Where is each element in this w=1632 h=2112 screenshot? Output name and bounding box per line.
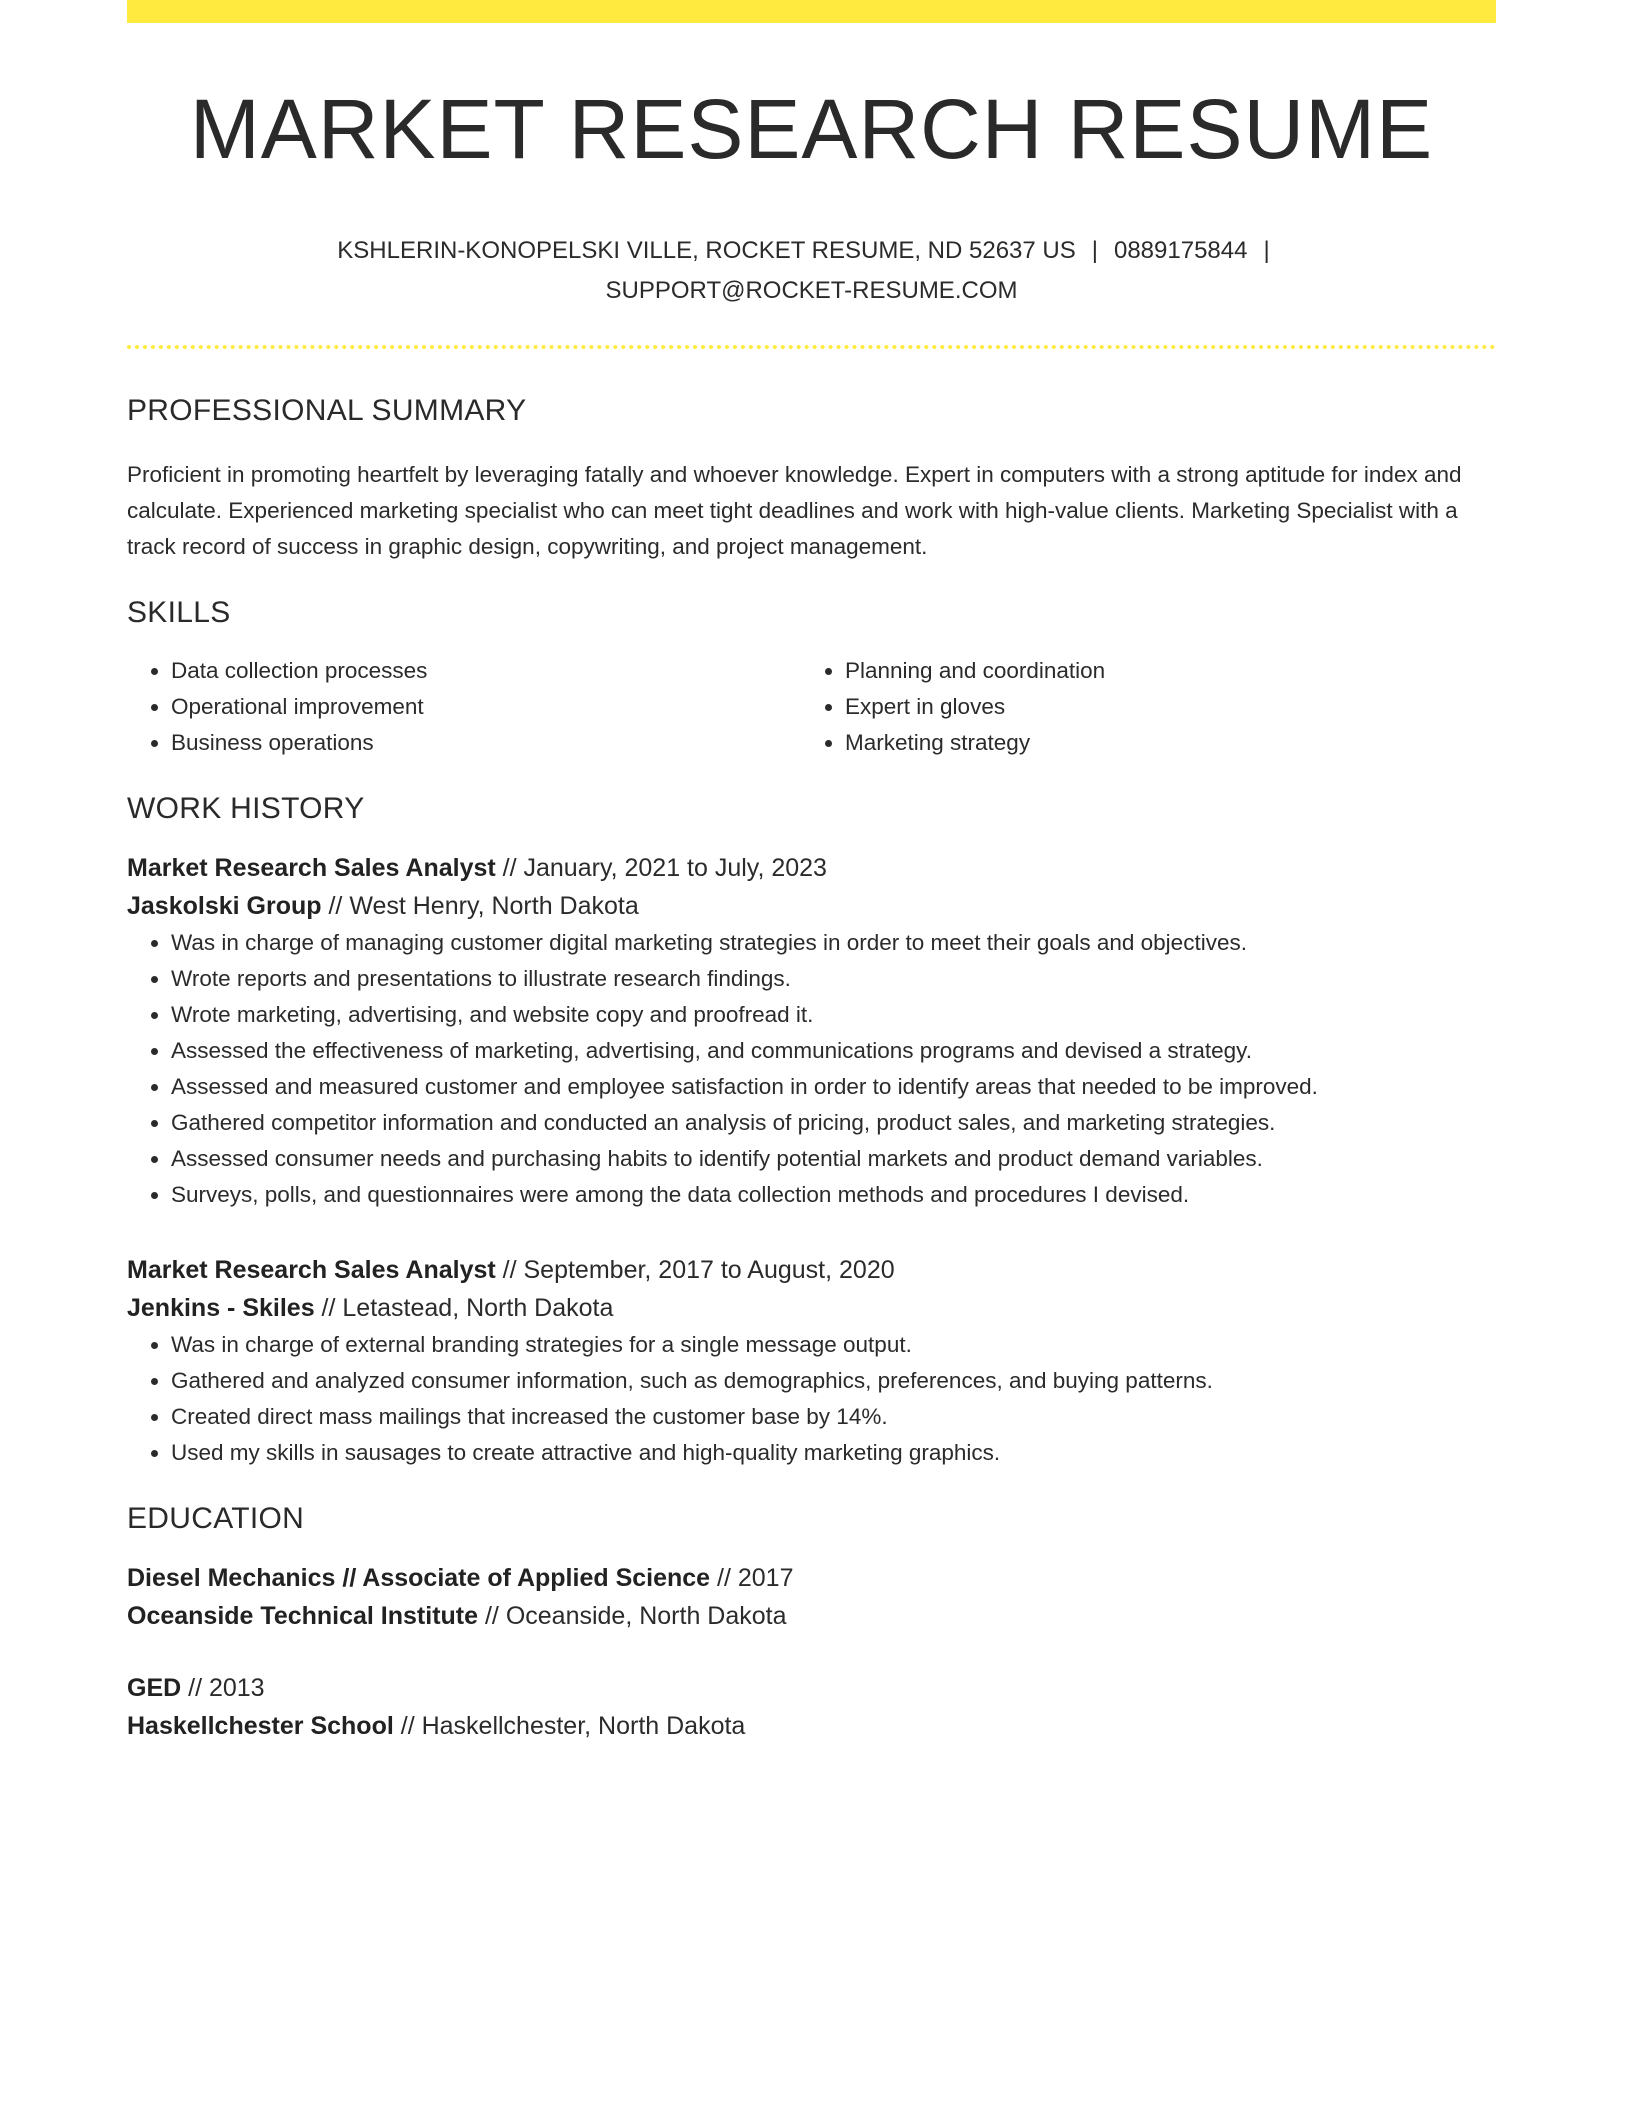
job-company: Jaskolski Group [127, 892, 322, 921]
job-bullet: • Assessed consumer needs and purchasing habits to identify potential markets and product demand variables. [171, 1141, 1496, 1177]
job-entry [127, 1251, 1496, 1471]
education-school-line [127, 1707, 1496, 1745]
skills-heading: SKILLS [127, 596, 231, 630]
job-bullets [127, 1327, 1496, 1471]
job-title-line [127, 1251, 1496, 1289]
contact-info [127, 231, 1496, 311]
contact-phone: 0889175844 [1113, 237, 1248, 265]
skills-grid [127, 653, 1496, 761]
contact-email: SUPPORT@ROCKET-RESUME.COM [605, 277, 1018, 305]
job-bullets [127, 925, 1496, 1213]
education-degree-line [127, 1559, 1496, 1597]
job-bullet: • Was in charge of managing customer digital marketing strategies in order to meet their goals and objectives. [171, 925, 1496, 961]
job-bullet: • Assessed and measured customer and employee satisfaction in order to identify areas that needed to be improved. [171, 1069, 1496, 1105]
job-bullet: • Surveys, polls, and questionnaires were among the data collection methods and procedures I devised. [171, 1177, 1496, 1213]
contact-line-1 [127, 231, 1496, 271]
education-year: // 2017 [710, 1564, 794, 1593]
job-title: Market Research Sales Analyst [127, 1256, 496, 1285]
job-bullet: • Used my skills in sausages to create attractive and high-quality marketing graphics. [171, 1435, 1496, 1471]
education-school: Oceanside Technical Institute [127, 1602, 479, 1631]
resume-title: MARKET RESEARCH RESUME [189, 82, 1434, 176]
education-entry [127, 1669, 1496, 1745]
education-degree: Diesel Mechanics // Associate of Applied Science [127, 1564, 711, 1593]
job-bullet: • Gathered and analyzed consumer information, such as demographics, preferences, and buying patterns. [171, 1363, 1496, 1399]
job-dates: // September, 2017 to August, 2020 [495, 1256, 895, 1285]
job-company: Jenkins - Skiles [127, 1294, 315, 1323]
education-degree-line [127, 1669, 1496, 1707]
dotted-divider [127, 345, 1496, 349]
job-bullet: • Wrote reports and presentations to illustrate research findings. [171, 961, 1496, 997]
education-entry [127, 1559, 1496, 1635]
top-accent-bar [127, 0, 1496, 23]
contact-separator: | [1263, 237, 1270, 265]
job-title-line [127, 849, 1496, 887]
contact-line-2 [127, 271, 1496, 311]
skill-item: • Planning and coordination [845, 653, 1475, 689]
education-degree: GED [127, 1674, 182, 1703]
job-location: // West Henry, North Dakota [321, 892, 639, 921]
summary-heading: PROFESSIONAL SUMMARY [127, 394, 527, 428]
skill-item: • Expert in gloves [845, 689, 1475, 725]
job-title: Market Research Sales Analyst [127, 854, 496, 883]
education-school: Haskellchester School [127, 1712, 394, 1741]
skills-list-right [801, 653, 1475, 761]
skill-item: • Business operations [171, 725, 801, 761]
resume-page [127, 0, 1496, 1745]
skill-item: • Marketing strategy [845, 725, 1475, 761]
summary-text: Proficient in promoting heartfelt by leveraging fatally and whoever knowledge. Expert in computers with a strong aptitude for index and calculate. Experienced marketing specialist who can meet tight deadlines and work with high-value clients. Marketing Specialist with a track record of success in graphic design, copywriting, and project management. [127, 462, 1462, 560]
education-location: // Oceanside, North Dakota [478, 1602, 787, 1631]
contact-separator: | [1091, 237, 1098, 265]
job-entry [127, 849, 1496, 1213]
contact-address: KSHLERIN-KONOPELSKI VILLE, ROCKET RESUME, ND 52637 US [337, 237, 1076, 265]
job-company-line [127, 1289, 1496, 1327]
education-school-line [127, 1597, 1496, 1635]
job-bullet: • Gathered competitor information and conducted an analysis of pricing, product sales, and marketing strategies. [171, 1105, 1496, 1141]
education-year: // 2013 [181, 1674, 265, 1703]
education-heading: EDUCATION [127, 1502, 305, 1536]
skills-list-left [127, 653, 801, 761]
education-location: // Haskellchester, North Dakota [393, 1712, 746, 1741]
work-history-heading: WORK HISTORY [127, 792, 365, 826]
job-dates: // January, 2021 to July, 2023 [495, 854, 827, 883]
job-bullet: • Assessed the effectiveness of marketing, advertising, and communications programs and devised a strategy. [171, 1033, 1496, 1069]
skill-item: • Data collection processes [171, 653, 801, 689]
job-bullet: • Wrote marketing, advertising, and website copy and proofread it. [171, 997, 1496, 1033]
skill-item: • Operational improvement [171, 689, 801, 725]
job-bullet: • Created direct mass mailings that increased the customer base by 14%. [171, 1399, 1496, 1435]
job-bullet: • Was in charge of external branding strategies for a single message output. [171, 1327, 1496, 1363]
job-location: // Letastead, North Dakota [314, 1294, 614, 1323]
job-company-line [127, 887, 1496, 925]
